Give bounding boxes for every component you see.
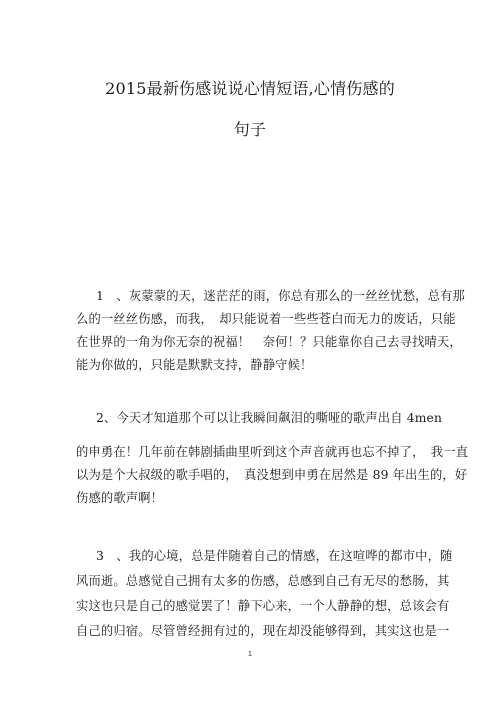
- paragraph-3-line-2: 风而逝。总感觉自己拥有太多的伤感，总感到自己有无尽的愁肠，其: [76, 574, 450, 588]
- paragraph-1-line-4: 能为你做的，只能是默默支持，静静守候！: [76, 358, 313, 372]
- paragraph-1-line-3: 在世界的一角为你无奈的祝福！ 奈何！？只能靠你自己去寻找晴天，: [76, 335, 462, 349]
- paragraph-1-line-1: 1 、灰蒙蒙的天，迷茫茫的雨，你总有那么的一丝丝忧愁，总有那: [96, 289, 465, 303]
- paragraph-3-line-3: 实这也只是自己的感觉罢了！静下心来，一个人静静的想，总该会有: [76, 599, 450, 613]
- paragraph-2-line-1: 2、今天才知道那个可以让我瞬间飙泪的嘶哑的歌声出自 4men: [96, 411, 443, 425]
- paragraph-3-line-4: 自己的归宿。尽管曾经拥有过的，现在却没能够得到，其实这也是一: [76, 624, 450, 638]
- paragraph-2-line-3: 以为是个大叔级的歌手唱的， 真没想到申勇在居然是 89 年出生的，好: [76, 468, 468, 482]
- paragraph-1-line-2: 么的一丝丝伤感，而我， 却只能说着一些些苍白而无力的废话，只能: [76, 312, 456, 326]
- paragraph-2-line-4: 伤感的歌声啊！: [76, 491, 164, 505]
- document-title-line-1: 2015最新伤感说说心情短语,心情伤感的: [105, 79, 395, 98]
- paragraph-3-line-1: 3 、我的心境，总是伴随着自己的情感，在这喧哗的都市中，随: [96, 549, 453, 563]
- document-title-line-2: 句子: [233, 120, 267, 139]
- page-number: 1: [248, 651, 252, 658]
- paragraph-2-line-2: 的申勇在！几年前在韩剧插曲里听到这个声音就再也忘不掉了， 我一直: [76, 445, 469, 459]
